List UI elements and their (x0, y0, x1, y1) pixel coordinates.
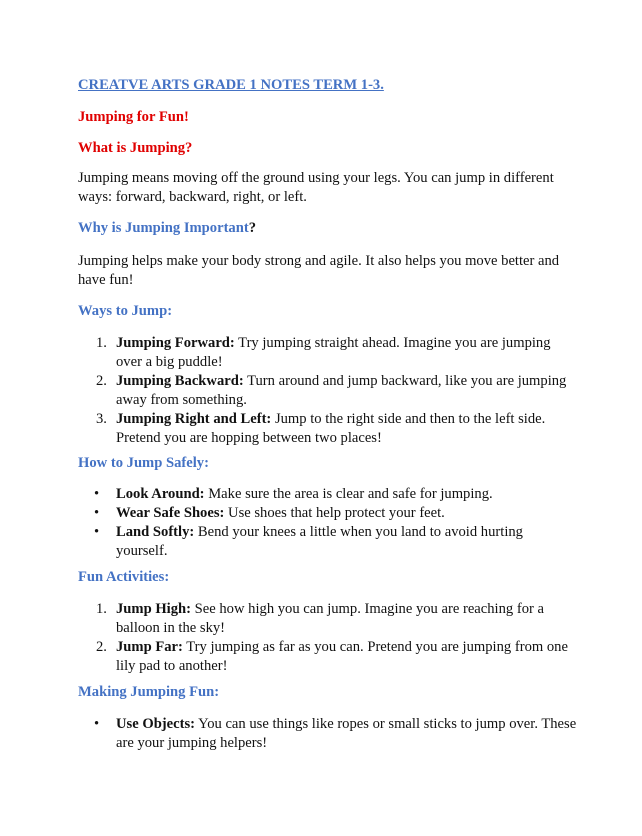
list-text: You can use things like ropes or small sticks to jump over. These are your jumping helpers! (116, 716, 577, 751)
subtitle-heading: Jumping for Fun! (78, 109, 189, 125)
list-term: Land Softly: (116, 524, 195, 540)
why-heading-mark: ? (248, 220, 256, 236)
why-paragraph: Jumping helps make your body strong and agile. It also helps you move better and have fun! (78, 253, 560, 288)
list-term: Jumping Right and Left: (116, 411, 272, 427)
list-text: Try jumping straight ahead. Imagine you are jumping over a big puddle! (116, 335, 551, 370)
list-term: Jumping Forward: (116, 335, 235, 351)
what-heading: What is Jumping? (78, 140, 193, 156)
bullet-icon: • (94, 505, 100, 521)
bullet-icon: • (94, 524, 100, 540)
list-marker: 1. (96, 601, 107, 617)
why-heading-text: Why is Jumping Important (78, 220, 249, 236)
making-list (78, 715, 578, 753)
bullet-icon: • (94, 486, 100, 502)
safe-heading: How to Jump Safely: (78, 455, 209, 471)
list-term: Jump High: (116, 601, 192, 617)
list-item (78, 504, 578, 523)
list-item (78, 638, 578, 676)
fun-heading: Fun Activities: (78, 569, 170, 585)
list-marker: 2. (96, 639, 107, 655)
list-item (78, 485, 578, 504)
fun-list (78, 600, 578, 676)
list-marker: 3. (96, 411, 107, 427)
list-term: Look Around: (116, 486, 205, 502)
list-marker: 1. (96, 335, 107, 351)
list-text: Use shoes that help protect your feet. (224, 505, 445, 521)
why-heading (78, 219, 256, 238)
list-item (78, 523, 578, 561)
ways-heading: Ways to Jump: (78, 303, 173, 319)
list-item (78, 334, 578, 372)
list-text: Bend your knees a little when you land to avoid hurting yourself. (116, 524, 523, 559)
list-text: Jump to the right side and then to the left side. Pretend you are hopping between two places! (116, 411, 546, 446)
document-title: CREATVE ARTS GRADE 1 NOTES TERM 1-3. (78, 77, 384, 93)
bullet-icon: • (94, 716, 100, 732)
list-item (78, 410, 578, 448)
list-text: Turn around and jump backward, like you are jumping away from something. (116, 373, 567, 408)
making-heading: Making Jumping Fun: (78, 684, 220, 700)
list-term: Jump Far: (116, 639, 183, 655)
list-term: Use Objects: (116, 716, 196, 732)
list-text: See how high you can jump. Imagine you are reaching for a balloon in the sky! (116, 601, 544, 636)
list-term: Jumping Backward: (116, 373, 244, 389)
list-term: Wear Safe Shoes: (116, 505, 225, 521)
list-text: Try jumping as far as you can. Pretend you are jumping from one lily pad to another! (116, 639, 568, 674)
ways-list (78, 334, 578, 448)
what-paragraph: Jumping means moving off the ground using your legs. You can jump in different ways: forward, backward, right, or left. (78, 170, 554, 205)
safe-list (78, 485, 578, 561)
list-item (78, 372, 578, 410)
list-item (78, 600, 578, 638)
list-marker: 2. (96, 373, 107, 389)
list-text: Make sure the area is clear and safe for jumping. (204, 486, 493, 502)
list-item (78, 715, 578, 753)
